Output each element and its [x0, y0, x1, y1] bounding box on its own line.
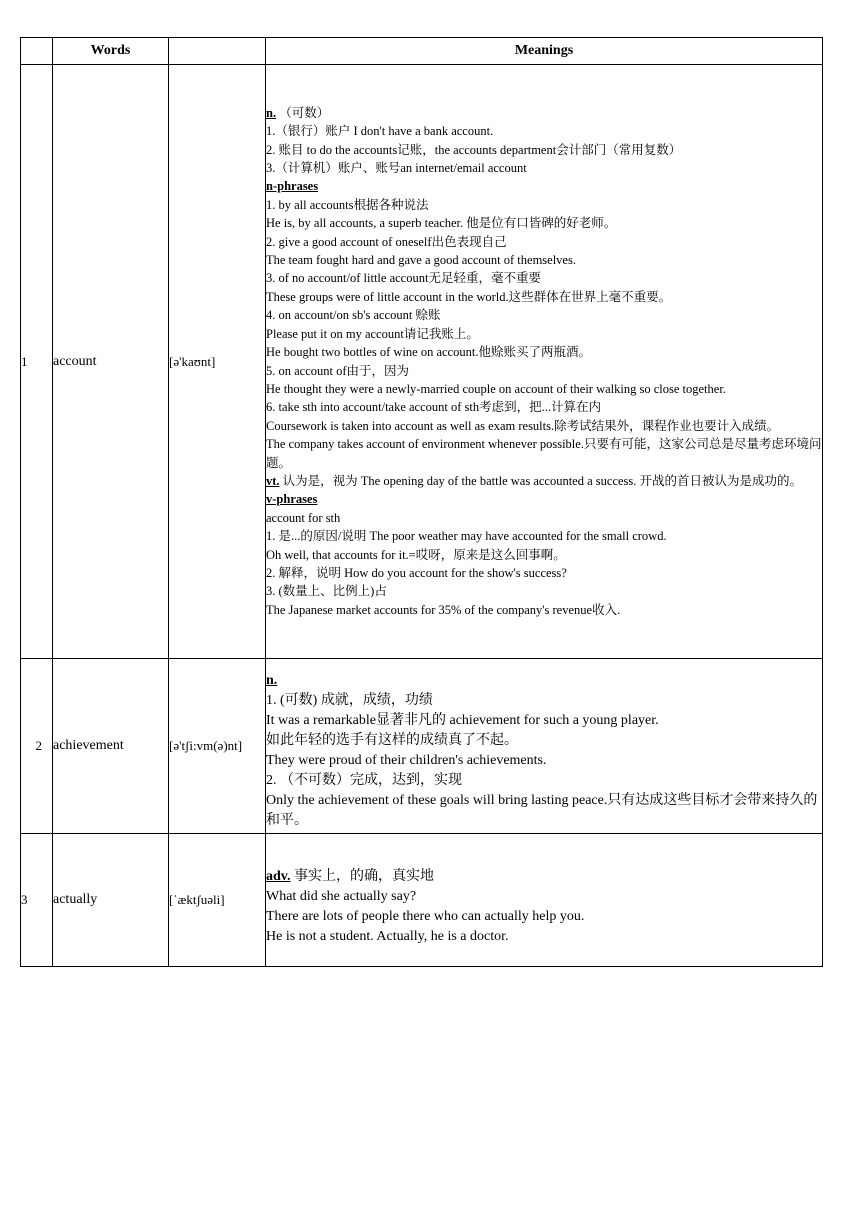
row-number: 1 — [21, 65, 53, 659]
part-of-speech-tag: n. — [266, 673, 278, 688]
table-row — [21, 834, 823, 967]
part-of-speech-tag: n-phrases — [266, 179, 319, 194]
meaning-line — [266, 527, 822, 545]
meaning-line — [266, 711, 822, 731]
meaning-line — [266, 601, 822, 619]
meaning-text: It was a remarkable显著非凡的 achievement for such a young player. — [266, 713, 659, 728]
part-of-speech-tag: vt. — [266, 473, 280, 488]
meaning-text: The Japanese market accounts for 35% of the company's revenue收入. — [266, 602, 621, 617]
meaning-line — [266, 691, 822, 711]
meaning-text: account for sth — [266, 510, 341, 525]
row-meanings — [266, 65, 823, 659]
row-meanings — [266, 659, 823, 834]
header-number — [21, 38, 53, 65]
meaning-text: 3.（计算机）账户、账号an internet/email account — [266, 161, 527, 176]
meaning-text: Coursework is taken into account as well as exam results.除考试结果外，课程作业也要计入成绩。 — [266, 418, 780, 433]
meaning-text: He is not a student. Actually, he is a doctor. — [266, 929, 509, 944]
meaning-text: 3. of no account/of little account无足轻重，毫不重要 — [266, 271, 541, 286]
meaning-line — [266, 791, 822, 831]
row-number: 3 — [21, 834, 53, 967]
meaning-text: The team fought hard and gave a good account of themselves. — [266, 253, 576, 268]
meaning-line — [266, 867, 822, 887]
meaning-line — [266, 343, 822, 361]
meaning-text: 4. on account/on sb's account 赊账 — [266, 308, 441, 323]
meaning-line — [266, 417, 822, 435]
meaning-line — [266, 325, 822, 343]
header-row — [21, 38, 823, 65]
row-phonetic: [ə'kaʊnt] — [169, 65, 266, 659]
meaning-line — [266, 771, 822, 791]
meaning-text: 2. give a good account of oneself出色表现自己 — [266, 234, 507, 249]
meaning-line — [266, 472, 822, 490]
meaning-line — [266, 887, 822, 907]
meaning-text: 1. (可数) 成就，成绩，功绩 — [266, 693, 433, 708]
meaning-line — [266, 122, 822, 140]
row-word: account — [53, 65, 169, 659]
meaning-line — [266, 546, 822, 564]
row-word: achievement — [53, 659, 169, 834]
row-word: actually — [53, 834, 169, 967]
meaning-line — [266, 104, 822, 122]
meaning-text: 事实上，的确，真实地 — [290, 869, 435, 884]
vocabulary-table — [20, 37, 823, 967]
row-number: 2 — [21, 659, 53, 834]
meaning-line — [266, 233, 822, 251]
meaning-text: The company takes account of environment whenever possible.只要有可能，这家公司总是尽量考虑环境问题。 — [266, 437, 822, 470]
meaning-text: 2. 账目 to do the accounts记账，the accounts department会计部门（常用复数） — [266, 142, 682, 157]
meaning-text: 认为是，视为 The opening day of the battle was accounted a success. 开战的首日被认为是成功的。 — [279, 473, 803, 488]
meaning-line — [266, 398, 822, 416]
meaning-text: He thought they were a newly-married couple on account of their walking so close together. — [266, 381, 726, 396]
row-meanings — [266, 834, 823, 967]
meaning-line — [266, 159, 822, 177]
meaning-text: 1. by all accounts根据各种说法 — [266, 197, 429, 212]
meaning-text: 1.（银行）账户 I don't have a bank account. — [266, 124, 494, 139]
meaning-text: 1. 是...的原因/说明 The poor weather may have accounted for the small crowd. — [266, 529, 667, 544]
meanings-list — [266, 104, 822, 619]
part-of-speech-tag: adv. — [266, 869, 291, 884]
header-phonetic — [169, 38, 266, 65]
meaning-text: There are lots of people there who can actually help you. — [266, 909, 585, 924]
meaning-line — [266, 731, 822, 751]
meaning-text: Oh well, that accounts for it.=哎呀，原来是这么回事啊。 — [266, 547, 566, 562]
meaning-line — [266, 196, 822, 214]
meaning-line — [266, 214, 822, 232]
meaning-line — [266, 751, 822, 771]
header-meanings: Meanings — [266, 38, 823, 65]
meaning-line — [266, 927, 822, 947]
meanings-list — [266, 661, 822, 831]
meaning-text: Only the achievement of these goals will bring lasting peace.只有达成这些目标才会带来持久的和平。 — [266, 793, 818, 828]
part-of-speech-tag: n. — [266, 105, 277, 120]
table-row — [21, 659, 823, 834]
meaning-line — [266, 362, 822, 380]
meaning-line — [266, 306, 822, 324]
meaning-line — [266, 509, 822, 527]
meaning-text: 3. (数量上、比例上)占 — [266, 584, 387, 599]
meaning-line — [266, 251, 822, 269]
meaning-text: 2. （不可数）完成，达到，实现 — [266, 773, 462, 788]
meaning-line — [266, 380, 822, 398]
meaning-text: What did she actually say? — [266, 889, 417, 904]
meaning-text: They were proud of their children's achievements. — [266, 753, 547, 768]
meaning-text: 6. take sth into account/take account of sth考虑到，把...计算在内 — [266, 400, 602, 415]
part-of-speech-tag: v-phrases — [266, 492, 318, 507]
meaning-line — [266, 177, 822, 195]
meaning-text: Please put it on my account请记我账上。 — [266, 326, 479, 341]
meaning-line — [266, 564, 822, 582]
meaning-text: He is, by all accounts, a superb teacher. 他是位有口皆碑的好老师。 — [266, 216, 617, 231]
meaning-text: These groups were of little account in the world.这些群体在世界上毫不重要。 — [266, 289, 672, 304]
table-row — [21, 65, 823, 659]
meaning-line — [266, 582, 822, 600]
meaning-line — [266, 141, 822, 159]
meanings-list — [266, 853, 822, 947]
meaning-line — [266, 907, 822, 927]
meaning-text: 2. 解释，说明 How do you account for the show's success? — [266, 565, 567, 580]
meaning-text: （可数） — [276, 105, 330, 120]
row-phonetic: [ə'tʃi:vm(ə)nt] — [169, 659, 266, 834]
meaning-text: He bought two bottles of wine on account.他赊账买了两瓶酒。 — [266, 345, 591, 360]
meaning-line — [266, 288, 822, 306]
meaning-line — [266, 435, 822, 472]
meaning-line — [266, 269, 822, 287]
meaning-line — [266, 671, 822, 691]
meaning-line — [266, 490, 822, 508]
meaning-text: 5. on account of由于，因为 — [266, 363, 410, 378]
meaning-text: 如此年轻的选手有这样的成绩真了不起。 — [266, 733, 518, 748]
header-words: Words — [53, 38, 169, 65]
row-phonetic: [ˈæktʃuəli] — [169, 834, 266, 967]
